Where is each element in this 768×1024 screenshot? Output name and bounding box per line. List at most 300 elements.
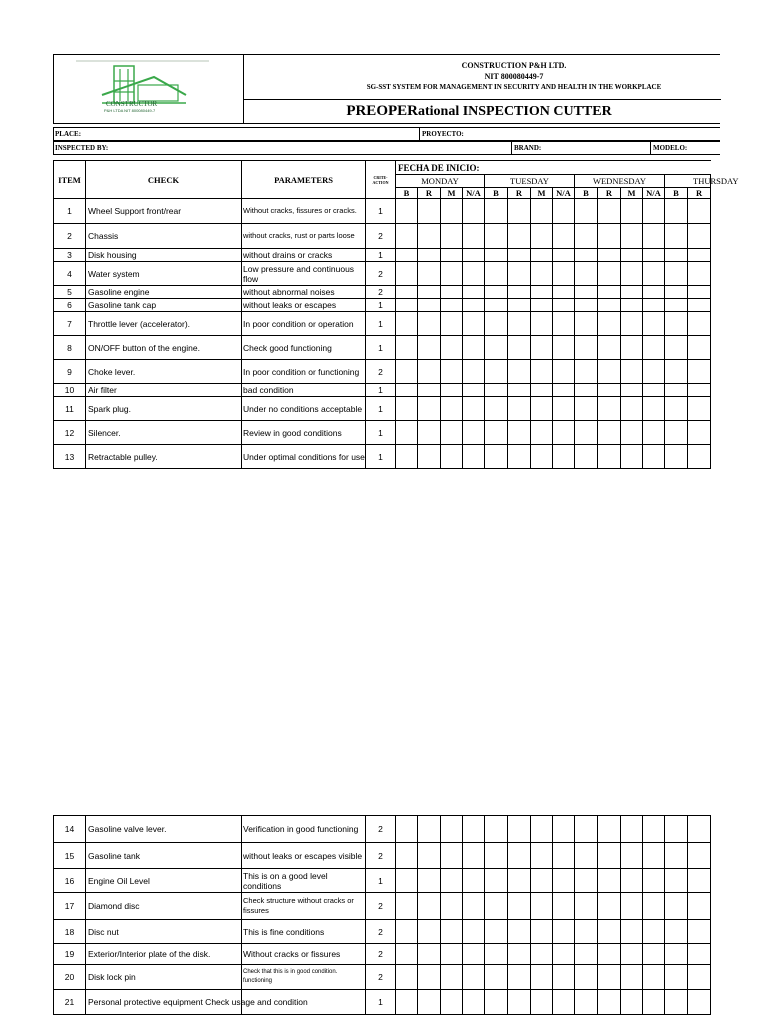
- check-cell[interactable]: [621, 224, 643, 249]
- check-cell[interactable]: [643, 965, 665, 990]
- check-cell[interactable]: [665, 893, 688, 920]
- check-cell[interactable]: [575, 224, 598, 249]
- check-cell[interactable]: [418, 224, 441, 249]
- check-cell[interactable]: [418, 249, 441, 262]
- check-cell[interactable]: [665, 286, 688, 299]
- check-cell[interactable]: [508, 869, 531, 893]
- check-cell[interactable]: [598, 286, 621, 299]
- check-cell[interactable]: [598, 990, 621, 1015]
- check-cell[interactable]: [531, 397, 553, 421]
- check-cell[interactable]: [418, 360, 441, 384]
- check-cell[interactable]: [418, 421, 441, 445]
- check-cell[interactable]: [418, 944, 441, 965]
- check-cell[interactable]: [553, 965, 575, 990]
- check-cell[interactable]: [688, 965, 711, 990]
- check-cell[interactable]: [441, 360, 463, 384]
- check-cell[interactable]: [665, 397, 688, 421]
- check-cell[interactable]: [463, 944, 485, 965]
- check-cell[interactable]: [531, 965, 553, 990]
- check-cell[interactable]: [643, 944, 665, 965]
- check-cell[interactable]: [553, 445, 575, 469]
- check-cell[interactable]: [688, 262, 711, 286]
- check-cell[interactable]: [441, 843, 463, 869]
- check-cell[interactable]: [396, 965, 418, 990]
- check-cell[interactable]: [531, 421, 553, 445]
- check-cell[interactable]: [688, 869, 711, 893]
- check-cell[interactable]: [531, 816, 553, 843]
- check-cell[interactable]: [418, 286, 441, 299]
- check-cell[interactable]: [598, 199, 621, 224]
- check-cell[interactable]: [441, 299, 463, 312]
- check-cell[interactable]: [508, 262, 531, 286]
- check-cell[interactable]: [485, 920, 508, 944]
- check-cell[interactable]: [508, 336, 531, 360]
- check-cell[interactable]: [665, 920, 688, 944]
- check-cell[interactable]: [485, 360, 508, 384]
- check-cell[interactable]: [598, 249, 621, 262]
- check-cell[interactable]: [418, 336, 441, 360]
- check-cell[interactable]: [688, 336, 711, 360]
- check-cell[interactable]: [665, 816, 688, 843]
- check-cell[interactable]: [418, 199, 441, 224]
- check-cell[interactable]: [418, 262, 441, 286]
- check-cell[interactable]: [575, 843, 598, 869]
- check-cell[interactable]: [508, 224, 531, 249]
- check-cell[interactable]: [665, 299, 688, 312]
- check-cell[interactable]: [485, 312, 508, 336]
- check-cell[interactable]: [575, 990, 598, 1015]
- check-cell[interactable]: [575, 360, 598, 384]
- check-cell[interactable]: [643, 843, 665, 869]
- check-cell[interactable]: [531, 920, 553, 944]
- check-cell[interactable]: [441, 421, 463, 445]
- check-cell[interactable]: [463, 249, 485, 262]
- check-cell[interactable]: [463, 384, 485, 397]
- check-cell[interactable]: [463, 421, 485, 445]
- check-cell[interactable]: [463, 360, 485, 384]
- check-cell[interactable]: [643, 249, 665, 262]
- check-cell[interactable]: [598, 965, 621, 990]
- check-cell[interactable]: [418, 397, 441, 421]
- check-cell[interactable]: [643, 224, 665, 249]
- check-cell[interactable]: [575, 384, 598, 397]
- check-cell[interactable]: [463, 262, 485, 286]
- check-cell[interactable]: [621, 445, 643, 469]
- check-cell[interactable]: [598, 397, 621, 421]
- check-cell[interactable]: [643, 816, 665, 843]
- check-cell[interactable]: [621, 843, 643, 869]
- check-cell[interactable]: [441, 445, 463, 469]
- check-cell[interactable]: [688, 920, 711, 944]
- check-cell[interactable]: [598, 843, 621, 869]
- check-cell[interactable]: [621, 360, 643, 384]
- check-cell[interactable]: [396, 421, 418, 445]
- check-cell[interactable]: [531, 869, 553, 893]
- check-cell[interactable]: [665, 312, 688, 336]
- check-cell[interactable]: [575, 249, 598, 262]
- check-cell[interactable]: [621, 421, 643, 445]
- check-cell[interactable]: [553, 920, 575, 944]
- check-cell[interactable]: [643, 445, 665, 469]
- check-cell[interactable]: [441, 249, 463, 262]
- check-cell[interactable]: [643, 199, 665, 224]
- check-cell[interactable]: [665, 843, 688, 869]
- check-cell[interactable]: [531, 249, 553, 262]
- check-cell[interactable]: [621, 199, 643, 224]
- check-cell[interactable]: [485, 893, 508, 920]
- criticality: 1: [366, 445, 396, 469]
- check-cell[interactable]: [553, 944, 575, 965]
- check-cell[interactable]: [643, 869, 665, 893]
- check-cell[interactable]: [665, 990, 688, 1015]
- check-cell[interactable]: [621, 893, 643, 920]
- check-cell[interactable]: [531, 990, 553, 1015]
- check-cell[interactable]: [643, 286, 665, 299]
- check-cell[interactable]: [575, 944, 598, 965]
- check-cell[interactable]: [598, 384, 621, 397]
- check-cell[interactable]: [441, 199, 463, 224]
- check-cell[interactable]: [508, 286, 531, 299]
- check-cell[interactable]: [441, 816, 463, 843]
- check-cell[interactable]: [485, 224, 508, 249]
- check-cell[interactable]: [531, 312, 553, 336]
- check-cell[interactable]: [688, 249, 711, 262]
- check-cell[interactable]: [508, 920, 531, 944]
- check-cell[interactable]: [688, 421, 711, 445]
- check-cell[interactable]: [531, 944, 553, 965]
- check-cell[interactable]: [598, 262, 621, 286]
- check-cell[interactable]: [441, 312, 463, 336]
- check-cell[interactable]: [553, 843, 575, 869]
- check-cell[interactable]: [485, 869, 508, 893]
- check-cell[interactable]: [688, 299, 711, 312]
- check-cell[interactable]: [485, 944, 508, 965]
- check-cell[interactable]: [463, 869, 485, 893]
- check-cell[interactable]: [688, 312, 711, 336]
- check-cell[interactable]: [396, 299, 418, 312]
- check-cell[interactable]: [575, 421, 598, 445]
- check-cell[interactable]: [396, 843, 418, 869]
- check-cell[interactable]: [531, 262, 553, 286]
- check-cell[interactable]: [643, 990, 665, 1015]
- place-label: PLACE:: [55, 130, 82, 138]
- check-cell[interactable]: [463, 397, 485, 421]
- check-cell[interactable]: [441, 286, 463, 299]
- check-cell[interactable]: [396, 445, 418, 469]
- check-cell[interactable]: [688, 286, 711, 299]
- check-cell[interactable]: [418, 920, 441, 944]
- check-cell[interactable]: [418, 299, 441, 312]
- check-cell[interactable]: [598, 312, 621, 336]
- check-cell[interactable]: [463, 445, 485, 469]
- check-cell[interactable]: [553, 816, 575, 843]
- check-cell[interactable]: [463, 920, 485, 944]
- check-cell[interactable]: [485, 286, 508, 299]
- check-cell[interactable]: [485, 816, 508, 843]
- check-cell[interactable]: [621, 262, 643, 286]
- check-cell[interactable]: [553, 286, 575, 299]
- check-cell[interactable]: [575, 965, 598, 990]
- check-cell[interactable]: [665, 445, 688, 469]
- check-cell[interactable]: [531, 445, 553, 469]
- check-cell[interactable]: [688, 893, 711, 920]
- criticality: 2: [366, 286, 396, 299]
- check-cell[interactable]: [598, 944, 621, 965]
- check-cell[interactable]: [643, 384, 665, 397]
- check-cell[interactable]: [553, 990, 575, 1015]
- check-cell[interactable]: [531, 224, 553, 249]
- check-cell[interactable]: [441, 224, 463, 249]
- check-cell[interactable]: [553, 397, 575, 421]
- check-cell[interactable]: [396, 944, 418, 965]
- check-cell[interactable]: [463, 843, 485, 869]
- check-cell[interactable]: [508, 397, 531, 421]
- check-cell[interactable]: [531, 199, 553, 224]
- check-cell[interactable]: [418, 990, 441, 1015]
- check-cell[interactable]: [643, 893, 665, 920]
- check-cell[interactable]: [485, 843, 508, 869]
- check-cell[interactable]: [396, 360, 418, 384]
- check-cell[interactable]: [688, 397, 711, 421]
- check-cell[interactable]: [575, 312, 598, 336]
- check-cell[interactable]: [665, 199, 688, 224]
- check-cell[interactable]: [508, 360, 531, 384]
- check-cell[interactable]: [688, 384, 711, 397]
- check-cell[interactable]: [508, 249, 531, 262]
- check-cell[interactable]: [621, 869, 643, 893]
- check-cell[interactable]: [441, 262, 463, 286]
- check-cell[interactable]: [418, 445, 441, 469]
- check-cell[interactable]: [508, 843, 531, 869]
- check-cell[interactable]: [553, 299, 575, 312]
- check-cell[interactable]: [418, 869, 441, 893]
- check-cell[interactable]: [463, 965, 485, 990]
- check-cell[interactable]: [665, 262, 688, 286]
- check-cell[interactable]: [553, 262, 575, 286]
- check-cell[interactable]: [665, 360, 688, 384]
- check-cell[interactable]: [575, 199, 598, 224]
- check-cell[interactable]: [441, 384, 463, 397]
- check-cell[interactable]: [688, 944, 711, 965]
- check-cell[interactable]: [665, 384, 688, 397]
- check-cell[interactable]: [441, 990, 463, 1015]
- check-cell[interactable]: [643, 299, 665, 312]
- check-cell[interactable]: [553, 249, 575, 262]
- check-cell[interactable]: [485, 249, 508, 262]
- check-cell[interactable]: [688, 990, 711, 1015]
- check-cell[interactable]: [643, 336, 665, 360]
- check-cell[interactable]: [508, 965, 531, 990]
- check-cell[interactable]: [575, 286, 598, 299]
- check-cell[interactable]: [396, 286, 418, 299]
- check-cell[interactable]: [621, 920, 643, 944]
- check-cell[interactable]: [598, 224, 621, 249]
- check-cell[interactable]: [575, 869, 598, 893]
- check-cell[interactable]: [598, 920, 621, 944]
- check-cell[interactable]: [508, 445, 531, 469]
- check-cell[interactable]: [621, 336, 643, 360]
- check-cell[interactable]: [621, 249, 643, 262]
- check-cell[interactable]: [441, 893, 463, 920]
- check-cell[interactable]: [553, 893, 575, 920]
- check-cell[interactable]: [553, 224, 575, 249]
- check-cell[interactable]: [598, 445, 621, 469]
- check-cell[interactable]: [643, 360, 665, 384]
- check-cell[interactable]: [396, 384, 418, 397]
- check-cell[interactable]: [553, 312, 575, 336]
- check-cell[interactable]: [621, 990, 643, 1015]
- check-cell[interactable]: [508, 299, 531, 312]
- check-cell[interactable]: [621, 312, 643, 336]
- check-cell[interactable]: [396, 920, 418, 944]
- check-cell[interactable]: [396, 869, 418, 893]
- check-cell[interactable]: [441, 944, 463, 965]
- check-cell[interactable]: [463, 286, 485, 299]
- check-cell[interactable]: [553, 199, 575, 224]
- check-cell[interactable]: [665, 336, 688, 360]
- check-cell[interactable]: [418, 843, 441, 869]
- page-title-part1: PREOPER: [346, 103, 418, 119]
- check-cell[interactable]: [643, 312, 665, 336]
- check-cell[interactable]: [485, 397, 508, 421]
- check-cell[interactable]: [485, 384, 508, 397]
- check-cell[interactable]: [441, 397, 463, 421]
- check-cell[interactable]: [553, 360, 575, 384]
- check-cell[interactable]: [665, 944, 688, 965]
- check-cell[interactable]: [396, 893, 418, 920]
- check-cell[interactable]: [665, 869, 688, 893]
- check-cell[interactable]: [621, 286, 643, 299]
- check-cell[interactable]: [485, 199, 508, 224]
- check-cell[interactable]: [575, 299, 598, 312]
- check-cell[interactable]: [598, 816, 621, 843]
- check-cell[interactable]: [665, 224, 688, 249]
- check-cell[interactable]: [418, 893, 441, 920]
- check-cell[interactable]: [463, 893, 485, 920]
- check-cell[interactable]: [396, 816, 418, 843]
- check-cell[interactable]: [688, 445, 711, 469]
- check-cell[interactable]: [643, 262, 665, 286]
- check-cell[interactable]: [621, 384, 643, 397]
- check-cell[interactable]: [508, 199, 531, 224]
- check-cell[interactable]: [598, 299, 621, 312]
- check-cell[interactable]: [665, 249, 688, 262]
- check-cell[interactable]: [463, 990, 485, 1015]
- check-cell[interactable]: [418, 384, 441, 397]
- check-cell[interactable]: [396, 262, 418, 286]
- check-cell[interactable]: [575, 445, 598, 469]
- check-cell[interactable]: [396, 397, 418, 421]
- check-cell[interactable]: [418, 816, 441, 843]
- check-cell[interactable]: [621, 965, 643, 990]
- check-cell[interactable]: [531, 384, 553, 397]
- check-cell[interactable]: [598, 421, 621, 445]
- check-cell[interactable]: [508, 990, 531, 1015]
- check-cell[interactable]: [463, 299, 485, 312]
- check-cell[interactable]: [575, 397, 598, 421]
- check-cell[interactable]: [396, 336, 418, 360]
- check-cell[interactable]: [621, 299, 643, 312]
- check-cell[interactable]: [598, 336, 621, 360]
- check-cell[interactable]: [463, 336, 485, 360]
- check-cell[interactable]: [508, 384, 531, 397]
- check-cell[interactable]: [485, 990, 508, 1015]
- check-cell[interactable]: [688, 360, 711, 384]
- check-cell[interactable]: [441, 336, 463, 360]
- check-cell[interactable]: [531, 360, 553, 384]
- check-cell[interactable]: [665, 965, 688, 990]
- check-cell[interactable]: [621, 816, 643, 843]
- check-cell[interactable]: [396, 312, 418, 336]
- check-cell[interactable]: [396, 990, 418, 1015]
- check-cell[interactable]: [463, 224, 485, 249]
- check-cell[interactable]: [508, 816, 531, 843]
- check-cell[interactable]: [575, 336, 598, 360]
- check-cell[interactable]: [418, 312, 441, 336]
- check-cell[interactable]: [531, 299, 553, 312]
- check-cell[interactable]: [485, 336, 508, 360]
- check-cell[interactable]: [485, 262, 508, 286]
- check-cell[interactable]: [688, 199, 711, 224]
- check-cell[interactable]: [553, 421, 575, 445]
- check-cell[interactable]: [531, 286, 553, 299]
- check-cell[interactable]: [485, 299, 508, 312]
- check-cell[interactable]: [485, 965, 508, 990]
- check-cell[interactable]: [441, 965, 463, 990]
- check-cell[interactable]: [485, 445, 508, 469]
- check-cell[interactable]: [508, 421, 531, 445]
- check-cell[interactable]: [598, 869, 621, 893]
- sub-col-header: R: [508, 188, 531, 199]
- check-cell[interactable]: [665, 421, 688, 445]
- check-cell[interactable]: [621, 397, 643, 421]
- check-cell[interactable]: [418, 965, 441, 990]
- check-cell[interactable]: [621, 944, 643, 965]
- check-cell[interactable]: [396, 224, 418, 249]
- check-cell[interactable]: [508, 893, 531, 920]
- check-cell[interactable]: [508, 944, 531, 965]
- sub-col-header: B: [485, 188, 508, 199]
- check-cell[interactable]: [553, 336, 575, 360]
- check-cell[interactable]: [575, 262, 598, 286]
- check-cell[interactable]: [396, 249, 418, 262]
- check-cell[interactable]: [643, 421, 665, 445]
- check-cell[interactable]: [485, 421, 508, 445]
- check-cell[interactable]: [441, 920, 463, 944]
- check-cell[interactable]: [463, 816, 485, 843]
- check-cell[interactable]: [531, 893, 553, 920]
- check-cell[interactable]: [598, 893, 621, 920]
- check-cell[interactable]: [553, 869, 575, 893]
- check-cell[interactable]: [508, 312, 531, 336]
- check-cell[interactable]: [643, 397, 665, 421]
- check-cell[interactable]: [643, 920, 665, 944]
- check-cell[interactable]: [575, 816, 598, 843]
- check-cell[interactable]: [553, 384, 575, 397]
- check-cell[interactable]: [396, 199, 418, 224]
- check-cell[interactable]: [688, 224, 711, 249]
- check-cell[interactable]: [688, 843, 711, 869]
- check-cell[interactable]: [575, 920, 598, 944]
- check-cell[interactable]: [575, 893, 598, 920]
- check-cell[interactable]: [463, 199, 485, 224]
- check-cell[interactable]: [598, 360, 621, 384]
- check-cell[interactable]: [531, 843, 553, 869]
- check-cell[interactable]: [531, 336, 553, 360]
- check-cell[interactable]: [441, 869, 463, 893]
- check-cell[interactable]: [688, 816, 711, 843]
- check-cell[interactable]: [463, 312, 485, 336]
